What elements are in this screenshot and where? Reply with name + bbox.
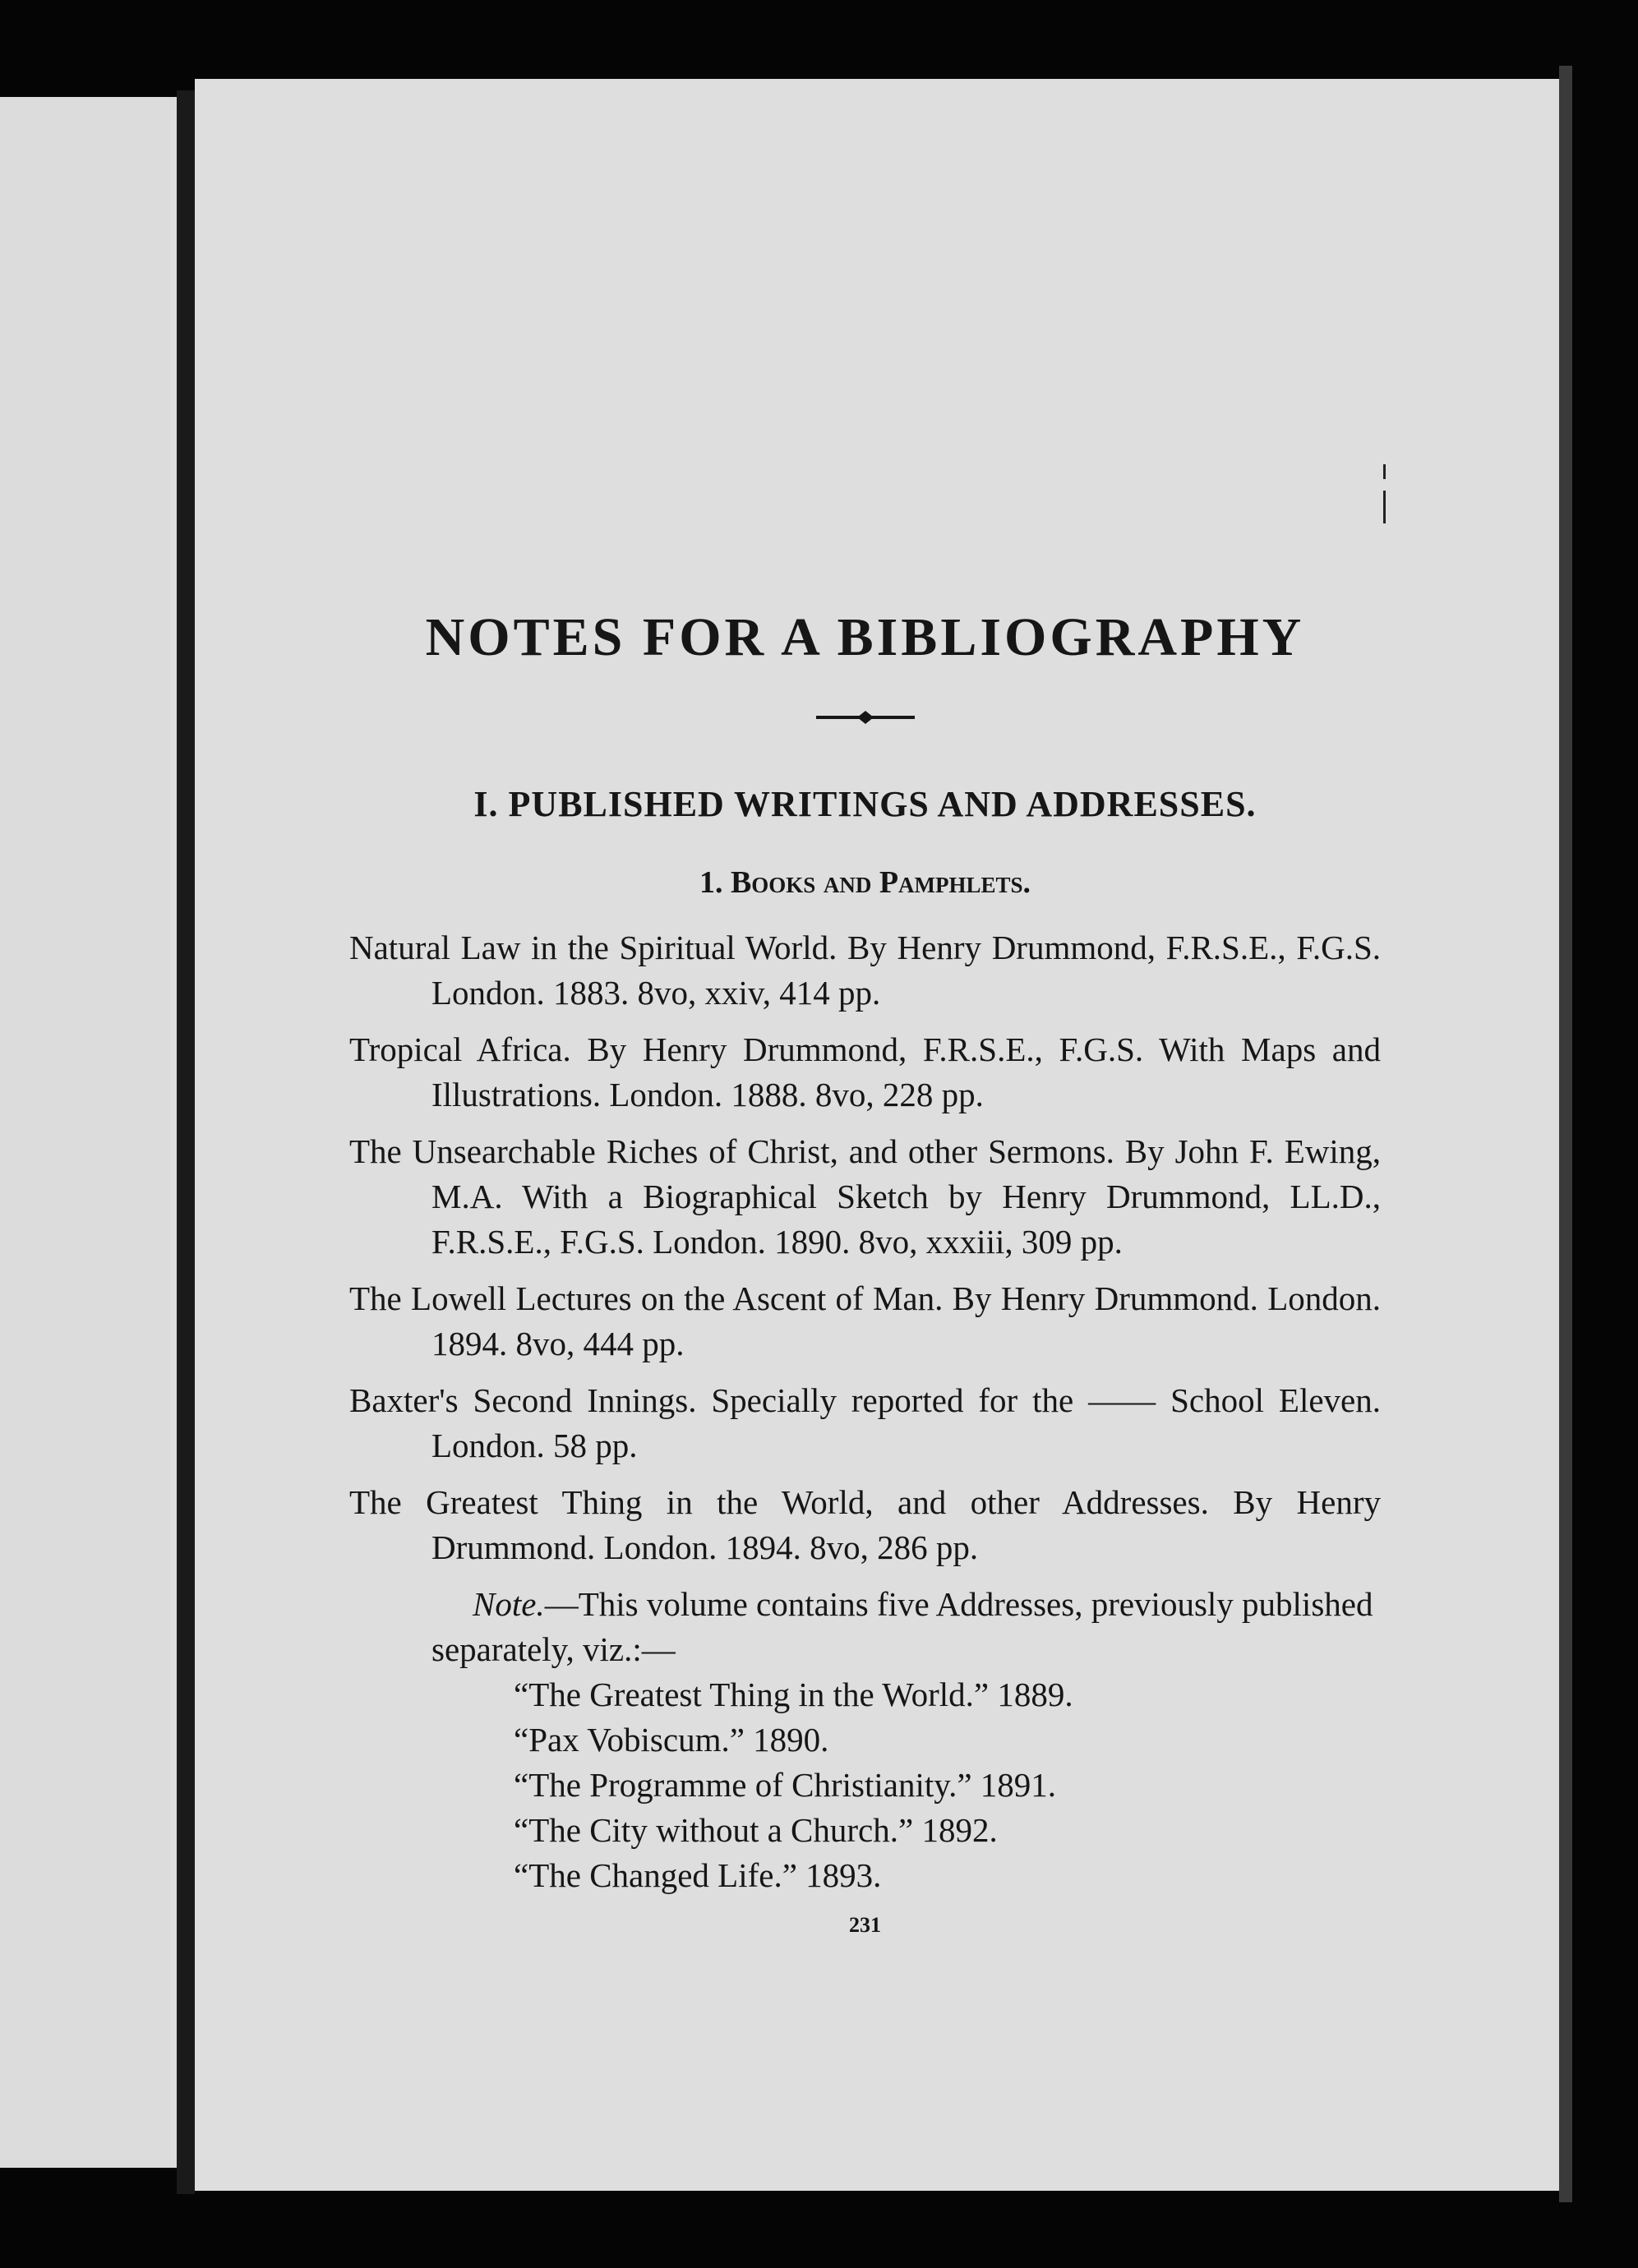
address-list bbox=[349, 1672, 1381, 1898]
list-item: “The City without a Church.” 1892. bbox=[514, 1810, 998, 1849]
book-spine bbox=[177, 90, 195, 2194]
bibliography-entry: The Unsearchable Riches of Christ, and other Sermons. By John F. Ewing, M.A. With a Biographical Sketch by Henry Drummond, LL.D., F.R.S.E., F.G.S. London. 1890. 8vo, xxxiii, 309 pp. bbox=[349, 1132, 1381, 1261]
bibliography-entry: Baxter's Second Innings. Specially reported for the —— School Eleven. London. 58 pp. bbox=[349, 1381, 1381, 1464]
list-item: “Pax Vobiscum.” 1890. bbox=[514, 1720, 829, 1759]
subsection-heading: 1. Books and Pamphlets. bbox=[699, 864, 1031, 900]
left-page bbox=[0, 97, 177, 2168]
page-title: NOTES FOR A BIBLIOGRAPHY bbox=[425, 607, 1305, 667]
margin-marks bbox=[1383, 464, 1387, 522]
list-item: “The Greatest Thing in the World.” 1889. bbox=[514, 1675, 1073, 1713]
bibliography-entry: Natural Law in the Spiritual World. By Henry Drummond, F.R.S.E., F.G.S. London. 1883. 8vo, xxiv, 414 pp. bbox=[349, 928, 1381, 1012]
page-edge bbox=[1559, 66, 1572, 2202]
bibliography-entry: The Greatest Thing in the World, and other Addresses. By Henry Drummond. London. 1894. 8vo, 286 pp. bbox=[349, 1482, 1381, 1566]
page-number: 231 bbox=[849, 1912, 881, 1937]
page-content bbox=[349, 608, 1381, 1938]
list-item: “The Changed Life.” 1893. bbox=[514, 1855, 882, 1894]
bibliography-entry: The Lowell Lectures on the Ascent of Man. By Henry Drummond. London. 1894. 8vo, 444 pp. bbox=[349, 1279, 1381, 1362]
section-heading: I. PUBLISHED WRITINGS AND ADDRESSES. bbox=[473, 783, 1257, 824]
list-item: “The Programme of Christianity.” 1891. bbox=[514, 1765, 1057, 1804]
note-text: —This volume contains five Addresses, previously published separately, viz.:— bbox=[431, 1584, 1373, 1668]
note-label: Note. bbox=[473, 1584, 545, 1623]
entry-note bbox=[349, 1582, 1381, 1672]
ornament-rule-icon bbox=[816, 709, 915, 726]
bibliography-entry: Tropical Africa. By Henry Drummond, F.R.S.E., F.G.S. With Maps and Illustrations. London. 1888. 8vo, 228 pp. bbox=[349, 1030, 1381, 1113]
